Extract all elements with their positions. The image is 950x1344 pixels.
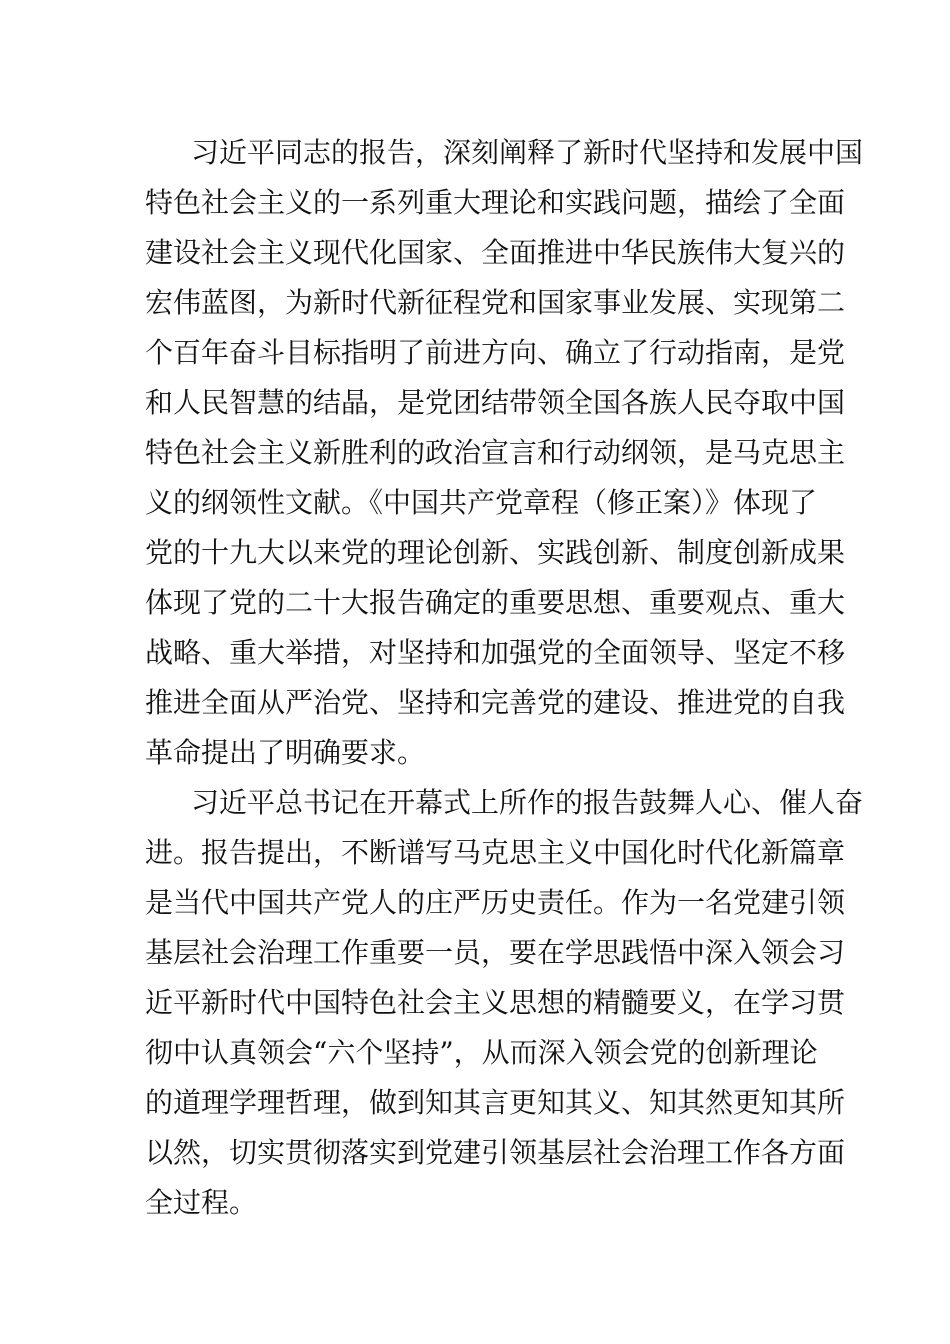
text-line: 全过程。 [145,1186,258,1219]
paragraph-1 [145,128,864,778]
text-line: 战略、重大举措，对坚持和加强党的全面领导、坚定不移 [145,636,846,669]
text-line: 彻中认真领会“六个坚持”，从而深入领会党的创新理论 [145,1036,818,1069]
text-line: 习近平同志的报告，深刻阐释了新时代坚持和发展中国 [191,136,864,169]
text-line: 习近平总书记在开幕式上所作的报告鼓舞人心、催人奋 [191,786,864,819]
text-line: 推进全面从严治党、坚持和完善党的建设、推进党的自我 [145,686,846,719]
text-line: 以然，切实贯彻落实到党建引领基层社会治理工作各方面 [145,1136,846,1169]
text-line: 建设社会主义现代化国家、全面推进中华民族伟大复兴的 [145,236,846,269]
text-line: 义的纲领性文献。《中国共产党章程（修正案）》体现了 [145,486,818,519]
text-line: 宏伟蓝图，为新时代新征程党和国家事业发展、实现第二 [145,286,846,319]
paragraph-2 [145,778,864,1228]
text-line: 基层社会治理工作重要一员，要在学思践悟中深入领会习 [145,936,846,969]
text-line: 进。报告提出，不断谱写马克思主义中国化时代化新篇章 [145,836,846,869]
text-line: 近平新时代中国特色社会主义思想的精髓要义，在学习贯 [145,986,846,1019]
text-line: 和人民智慧的结晶，是党团结带领全国各族人民夺取中国 [145,386,846,419]
text-line: 的道理学理哲理，做到知其言更知其义、知其然更知其所 [145,1086,846,1119]
text-line: 个百年奋斗目标指明了前进方向、确立了行动指南，是党 [145,336,846,369]
document-body [145,128,864,1228]
text-line: 体现了党的二十大报告确定的重要思想、重要观点、重大 [145,586,846,619]
text-line: 党的十九大以来党的理论创新、实践创新、制度创新成果 [145,536,846,569]
text-line: 革命提出了明确要求。 [145,736,426,769]
text-line: 特色社会主义的一系列重大理论和实践问题，描绘了全面 [145,186,846,219]
text-line: 是当代中国共产党人的庄严历史责任。作为一名党建引领 [145,886,846,919]
text-line: 特色社会主义新胜利的政治宣言和行动纲领，是马克思主 [145,436,846,469]
